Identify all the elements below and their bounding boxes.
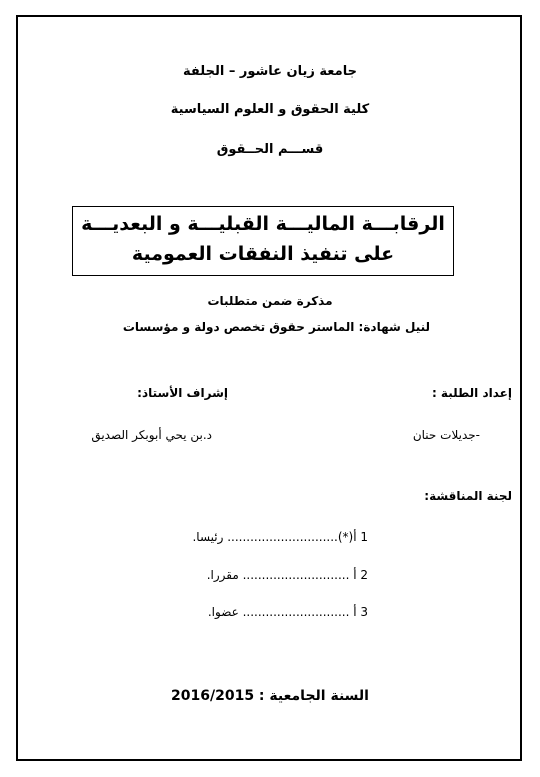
supervision-label: إشراف الأستاذ:: [137, 386, 228, 400]
department-name: قســـم الحــقوق: [216, 142, 324, 157]
memo-requirement: مذكرة ضمن متطلبات: [207, 294, 333, 308]
faculty-name: كلية الحقوق و العلوم السياسية: [170, 102, 370, 117]
academic-year: السنة الجامعية : 2016/2015: [171, 688, 369, 704]
thesis-title-line-2: على تنفيذ النفقات العمومية: [131, 243, 395, 265]
preparation-label: إعداد الطلبة :: [431, 386, 512, 400]
committee-member-3: 3 أ ............................ عضوا.: [207, 605, 368, 619]
degree-line: لنيل شهادة: الماستر حقوق تخصص دولة و مؤسسات: [122, 320, 430, 334]
thesis-title-box: [72, 206, 454, 276]
committee-label: لجنة المناقشة:: [424, 489, 512, 503]
thesis-title-line-1: الرقابـــة الماليـــة القبليـــة و البعديـــة: [81, 213, 445, 235]
supervisor-name: د.بن يحي أبوبكر الصديق: [91, 428, 212, 442]
student-name: -جديلات حنان: [412, 428, 480, 442]
committee-member-1: 1 أ(*)............................. رئيسا.: [192, 530, 368, 544]
university-name: جامعة زيان عاشور – الجلفة: [183, 64, 357, 79]
committee-member-2: 2 أ ............................ مقررا.: [206, 568, 368, 582]
